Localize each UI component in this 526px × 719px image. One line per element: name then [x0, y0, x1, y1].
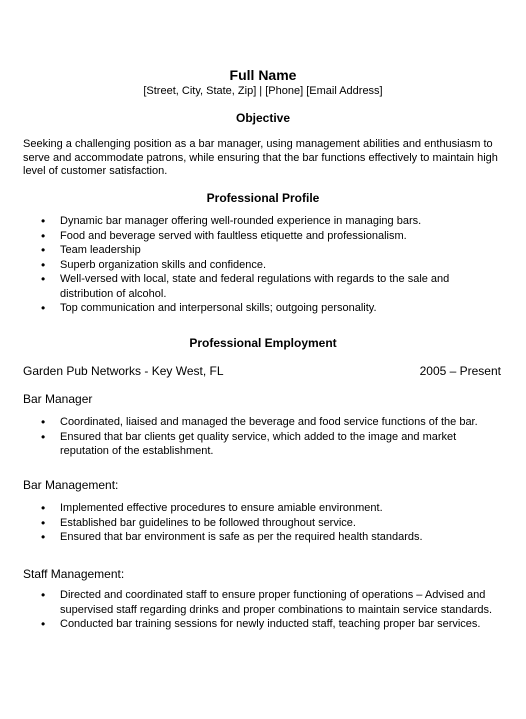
list-item: • Established bar guidelines to be followed throughout service.	[0, 516, 500, 531]
list-item: • Coordinated, liaised and managed the beverage and food service functions of the bar.	[0, 415, 500, 430]
list-item: • Top communication and interpersonal skills; outgoing personality.	[0, 301, 500, 316]
list-item: • Well-versed with local, state and federal regulations with regards to the sale and distribution of alcohol.	[0, 272, 500, 301]
list-item: • Conducted bar training sessions for newly inducted staff, teaching proper bar services.	[0, 617, 500, 632]
list-item: • Directed and coordinated staff to ensure proper functioning of operations – Advised and supervised staff regarding drinks and proper combinations to maintain service standards.	[0, 588, 500, 617]
employer-row	[23, 364, 501, 378]
section-title: Staff Management:	[23, 567, 125, 581]
list-item: • Dynamic bar manager offering well-rounded experience in managing bars.	[0, 214, 500, 229]
contact-info: [Street, City, State, Zip] | [Phone] [Email Address]	[143, 85, 383, 97]
objective-heading: Objective	[235, 111, 291, 125]
list-item: • Food and beverage served with faultless etiquette and professionalism.	[0, 229, 500, 244]
list-item: • Implemented effective procedures to ensure amiable environment.	[0, 501, 500, 516]
profile-heading: Professional Profile	[206, 191, 320, 205]
list-item: • Team leadership	[0, 243, 500, 258]
list-item: • Ensured that bar clients get quality service, which added to the image and market reputation of the establishment.	[0, 430, 500, 459]
employment-dates: 2005 – Present	[419, 364, 501, 378]
employer-name: Garden Pub Networks - Key West, FL	[23, 364, 224, 378]
full-name: Full Name	[229, 67, 297, 83]
list-item: • Ensured that bar environment is safe as per the required health standards.	[0, 530, 500, 545]
staff-management-list	[0, 588, 500, 632]
employment-heading: Professional Employment	[189, 336, 337, 350]
bar-manager-list	[0, 415, 500, 459]
profile-list	[0, 214, 500, 316]
section-title: Bar Management:	[23, 478, 119, 492]
section-title: Bar Manager	[23, 392, 93, 406]
list-item: • Superb organization skills and confidence.	[0, 258, 500, 273]
objective-text: Seeking a challenging position as a bar manager, using management abilities and enthusiasm to serve and accommodate patrons, while ensuring that the bar functions effectively to maintain high level of customer satisfaction.	[23, 138, 498, 177]
bar-management-list	[0, 501, 500, 545]
